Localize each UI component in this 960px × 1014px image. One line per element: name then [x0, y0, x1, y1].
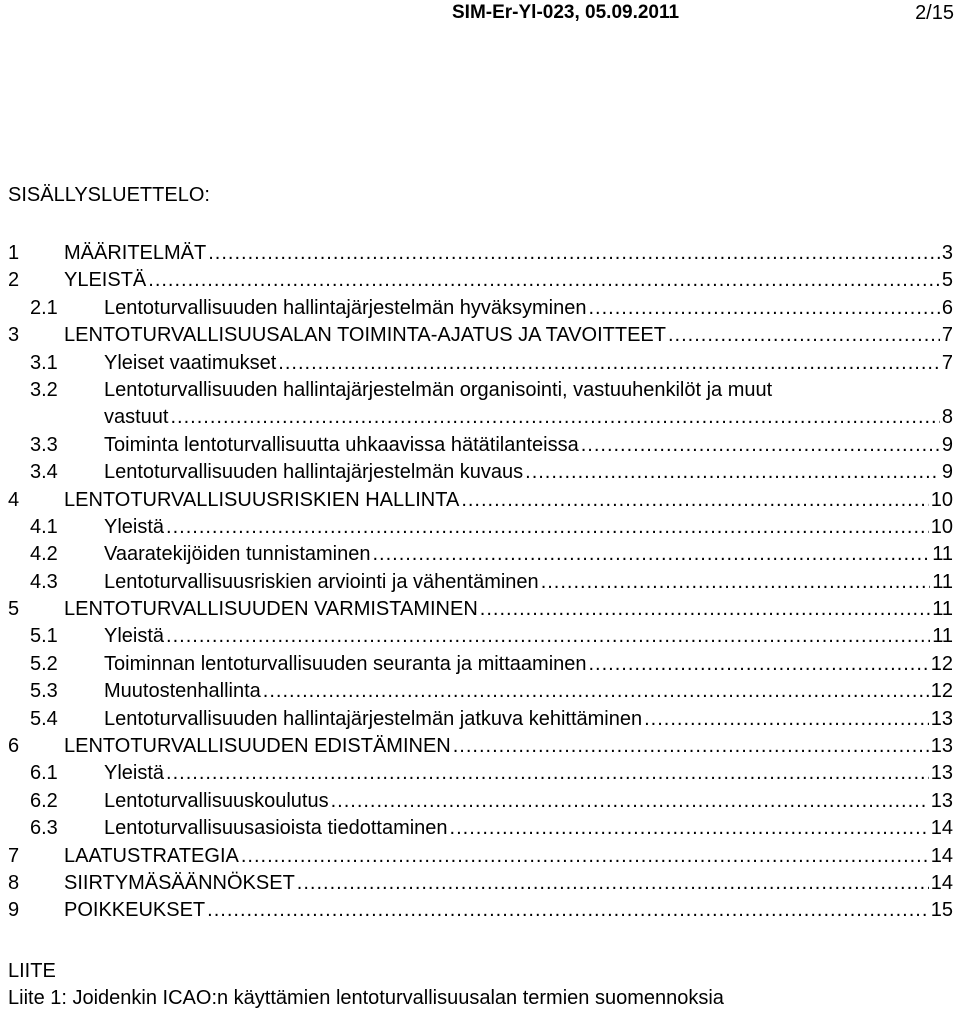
toc-dot-leader [589, 295, 940, 322]
toc-entry-number: 5 [8, 598, 20, 621]
toc-entry[interactable] [8, 678, 953, 705]
toc-entry[interactable] [8, 870, 953, 897]
toc-entry-title: Lentoturvallisuuden hallintajärjestelmän organisointi, vastuuhenkilöt ja muut [104, 378, 773, 401]
toc-entry-page: 15 [930, 899, 953, 922]
page-number: 2/15 [915, 2, 954, 24]
toc-entry-page: 14 [930, 871, 953, 894]
toc-entry-page: 3 [941, 242, 953, 264]
toc-entry-title: Toiminnan lentoturvallisuuden seuranta ja mittaaminen [104, 652, 587, 675]
toc-entry[interactable] [8, 596, 953, 623]
toc-entry-page: 9 [941, 461, 953, 484]
toc-dot-leader [453, 733, 929, 760]
toc-entry-title: YLEISTÄ [64, 269, 147, 292]
toc-entry[interactable] [8, 432, 953, 459]
toc-entry-page: 5 [941, 269, 953, 292]
toc-entry-title: Lentoturvallisuuden hallintajärjestelmän jatkuva kehittäminen [104, 707, 643, 730]
toc-entry[interactable] [8, 815, 953, 842]
toc-entry[interactable] [8, 733, 953, 760]
toc-dot-leader [480, 596, 930, 623]
toc-entry-page: 10 [930, 515, 953, 538]
toc-dot-leader [241, 843, 929, 870]
toc-entry-page: 10 [930, 488, 953, 511]
toc-entry-number: 5.4 [30, 707, 58, 730]
toc-entry-page: 7 [941, 351, 953, 374]
page-header [0, 2, 960, 26]
toc-entry[interactable] [8, 487, 953, 514]
toc-entry-title: Lentoturvallisuuden hallintajärjestelmän kuvaus [104, 461, 524, 484]
toc-entry-number: 6.2 [30, 789, 58, 812]
toc-entry-title: MÄÄRITELMÄT [64, 242, 207, 264]
toc-entry-title: Lentoturvallisuusasioista tiedottaminen [104, 817, 448, 840]
toc-entry[interactable] [8, 897, 953, 924]
toc-dot-leader [278, 350, 940, 377]
toc-entry-number: 4.3 [30, 570, 58, 593]
toc-entry-number: 3.3 [30, 433, 58, 456]
toc-entry-number: 3.4 [30, 461, 58, 484]
toc-dot-leader [207, 897, 929, 924]
toc-entry[interactable] [8, 267, 953, 294]
toc-entry-title: Toiminta lentoturvallisuutta uhkaavissa hätätilanteissa [104, 433, 579, 456]
appendix-title: LIITE [8, 960, 56, 982]
toc-entry[interactable] [8, 377, 953, 404]
toc-entry-number: 6.3 [30, 817, 58, 840]
toc-entry-title: LENTOTURVALLISUUSRISKIEN HALLINTA [64, 488, 460, 511]
toc-entry-page: 13 [930, 789, 953, 812]
toc-entry-number: 4.2 [30, 543, 58, 566]
toc-entry-page: 13 [930, 762, 953, 785]
toc-entry-title: Vaaratekijöiden tunnistaminen [104, 543, 371, 566]
toc-entry-page: 11 [932, 570, 953, 593]
toc-entry[interactable] [8, 541, 953, 568]
toc-entry-page: 7 [941, 324, 953, 347]
toc-dot-leader [148, 267, 940, 294]
toc-entry-title: LENTOTURVALLISUUDEN EDISTÄMINEN [64, 735, 451, 758]
toc-dot-leader [372, 541, 930, 568]
toc-entry-title: Lentoturvallisuusriskien arviointi ja vähentäminen [104, 570, 539, 593]
toc-entry-page: 14 [930, 817, 953, 840]
toc-entry-number: 9 [8, 899, 20, 922]
toc-entry-number: 3.1 [30, 351, 58, 374]
toc-entry-title: POIKKEUKSET [64, 899, 206, 922]
toc-dot-leader [644, 706, 929, 733]
toc-dot-leader [166, 514, 929, 541]
toc-entry-number: 2 [8, 269, 20, 292]
toc-dot-leader [589, 651, 929, 678]
toc-entry-title: Yleistä [104, 762, 165, 785]
toc-dot-leader [525, 459, 940, 486]
toc-entry-title: Lentoturvallisuuden hallintajärjestelmän hyväksyminen [104, 296, 587, 319]
toc-entry[interactable] [8, 514, 953, 541]
toc-entry-page: 12 [930, 652, 953, 675]
toc-entry-page: 11 [932, 625, 953, 648]
toc-entry[interactable] [8, 322, 953, 349]
toc-entry[interactable] [8, 651, 953, 678]
toc-entry-page: 13 [930, 707, 953, 730]
toc-entry-page: 12 [930, 680, 953, 703]
toc-entry-number: 4.1 [30, 515, 58, 538]
toc-entry-title: Yleistä [104, 515, 165, 538]
toc-entry[interactable] [8, 459, 953, 486]
document-id: SIM-Er-Yl-023, 05.09.2011 [452, 2, 680, 23]
toc-entry-number: 6.1 [30, 762, 58, 785]
toc-entry-number: 5.2 [30, 652, 58, 675]
toc-entry-title: vastuut [104, 406, 169, 429]
toc-entry-page: 11 [932, 543, 953, 566]
toc-dot-leader [208, 240, 940, 267]
toc-entry-title: LENTOTURVALLISUUSALAN TOIMINTA-AJATUS JA TAVOITTEET [64, 324, 666, 347]
toc-entry[interactable] [8, 788, 953, 815]
toc-entry-number: 8 [8, 871, 20, 894]
toc-dot-leader [297, 870, 929, 897]
toc-entry-number: 7 [8, 844, 20, 867]
toc-title: SISÄLLYSLUETTELO: [8, 184, 210, 206]
toc-dot-leader [581, 432, 940, 459]
toc-entry-page: 6 [941, 296, 953, 319]
toc-entry-title: Yleistä [104, 625, 165, 648]
toc-dot-leader [541, 569, 931, 596]
toc-entry-title: Muutostenhallinta [104, 680, 261, 703]
toc-dot-leader [668, 322, 940, 349]
toc-entry[interactable] [8, 404, 953, 431]
toc-dot-leader [331, 788, 929, 815]
toc-entry-number: 6 [8, 735, 20, 758]
toc-entry-title: LAATUSTRATEGIA [64, 844, 239, 867]
toc-entry[interactable] [8, 350, 953, 377]
toc-entry-number: 3.2 [30, 378, 58, 401]
toc-entry-number: 3 [8, 324, 20, 347]
toc-entry-title: Yleiset vaatimukset [104, 351, 277, 374]
toc-dot-leader [461, 487, 928, 514]
toc-entry-number: 5.3 [30, 680, 58, 703]
toc-entry[interactable] [8, 623, 953, 650]
toc-dot-leader [170, 404, 939, 431]
appendix-item: Liite 1: Joidenkin ICAO:n käyttämien lentoturvallisuusalan termien suomennoksia [8, 987, 724, 1009]
table-of-contents [8, 240, 953, 925]
toc-entry[interactable] [8, 843, 953, 870]
toc-entry-title: LENTOTURVALLISUUDEN VARMISTAMINEN [64, 598, 478, 621]
toc-entry-number: 1 [8, 242, 20, 264]
toc-dot-leader [450, 815, 929, 842]
toc-entry[interactable] [8, 569, 953, 596]
toc-entry[interactable] [8, 760, 953, 787]
toc-entry-page: 14 [930, 844, 953, 867]
toc-entry[interactable] [8, 706, 953, 733]
toc-entry-page: 8 [941, 406, 953, 429]
toc-entry-page: 11 [932, 598, 953, 621]
toc-entry-title: SIIRTYMÄSÄÄNNÖKSET [64, 871, 295, 894]
toc-entry-number: 4 [8, 488, 20, 511]
toc-dot-leader [166, 760, 929, 787]
toc-entry-page: 9 [941, 433, 953, 456]
toc-entry-number: 2.1 [30, 296, 58, 319]
toc-entry-number: 5.1 [30, 625, 58, 648]
toc-entry-title: Lentoturvallisuuskoulutus [104, 789, 329, 812]
toc-entry[interactable] [8, 240, 953, 267]
toc-dot-leader [166, 623, 930, 650]
toc-entry-page: 13 [930, 735, 953, 758]
toc-entry[interactable] [8, 295, 953, 322]
toc-dot-leader [263, 678, 929, 705]
